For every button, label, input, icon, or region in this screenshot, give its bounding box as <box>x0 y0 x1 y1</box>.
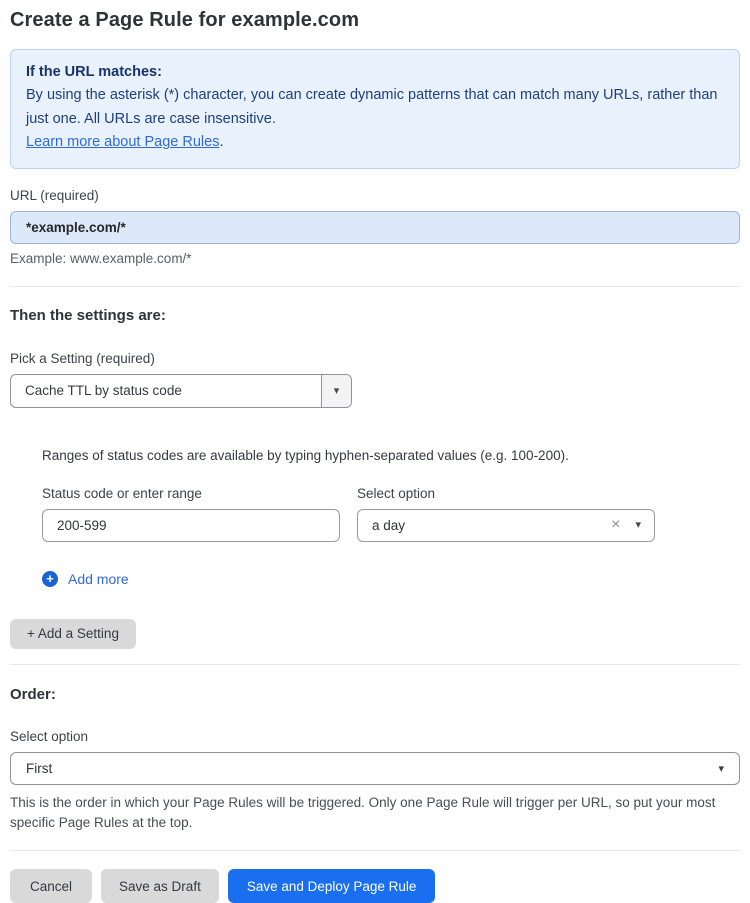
plus-glyph: + <box>46 570 54 586</box>
add-setting-wrapper <box>10 588 740 649</box>
url-field-label: URL (required) <box>10 187 99 203</box>
add-setting-button[interactable]: + Add a Setting <box>10 619 136 649</box>
info-box-body: By using the asterisk (*) character, you can create dynamic patterns that can match many URLs, rather than just one. All URLs are case insensitive. <box>26 87 718 127</box>
url-match-info-box <box>10 49 740 169</box>
add-more-label: Add more <box>68 570 129 587</box>
url-example-hint: Example: www.example.com/* <box>10 250 192 266</box>
chevron-down-icon: ▾ <box>718 762 724 775</box>
setting-select-value: Cache TTL by status code <box>25 383 182 399</box>
setting-select[interactable] <box>10 374 352 408</box>
status-code-column <box>42 486 340 542</box>
add-more-button[interactable] <box>42 571 129 587</box>
clear-icon[interactable]: × <box>611 516 621 534</box>
pick-setting-label: Pick a Setting (required) <box>10 350 155 366</box>
status-code-label: Status code or enter range <box>42 485 202 501</box>
url-input[interactable] <box>10 211 740 244</box>
divider <box>10 850 740 851</box>
save-as-draft-button[interactable]: Save as Draft <box>101 869 219 903</box>
divider <box>10 286 740 287</box>
link-suffix: . <box>219 134 224 151</box>
settings-section-heading: Then the settings are: <box>10 306 166 324</box>
chevron-down-icon: ▾ <box>333 385 340 398</box>
ttl-option-value: a day <box>372 517 406 533</box>
order-select[interactable] <box>10 752 740 785</box>
divider <box>10 664 740 665</box>
footer-actions <box>10 869 740 903</box>
order-help-text: This is the order in which your Page Rules will be triggered. Only one Page Rule will trigger per URL, so put your most specific Page Rules at the top. <box>10 794 716 831</box>
chevron-down-icon: ▾ <box>635 518 641 531</box>
status-code-row <box>42 486 740 542</box>
learn-more-link[interactable]: Learn more about Page Rules <box>26 134 220 151</box>
order-section-heading: Order: <box>10 685 56 703</box>
order-select-label: Select option <box>10 728 89 744</box>
status-code-input[interactable] <box>42 509 340 542</box>
cancel-button[interactable]: Cancel <box>10 869 92 903</box>
plus-circle-icon <box>42 571 58 587</box>
status-range-hint: Ranges of status codes are available by typing hyphen-separated values (e.g. 100-200). <box>42 447 569 463</box>
info-box-heading: If the URL matches: <box>26 64 162 80</box>
save-and-deploy-button[interactable]: Save and Deploy Page Rule <box>228 869 436 903</box>
page-title: Create a Page Rule for example.com <box>10 9 360 31</box>
info-box-link-line <box>26 131 724 154</box>
ttl-option-label: Select option <box>357 485 436 501</box>
ttl-option-column <box>357 486 655 542</box>
add-more-wrapper <box>42 542 740 588</box>
setting-select-arrow-button[interactable] <box>321 375 351 407</box>
order-select-value: First <box>26 760 53 776</box>
ttl-option-select[interactable] <box>357 509 655 542</box>
